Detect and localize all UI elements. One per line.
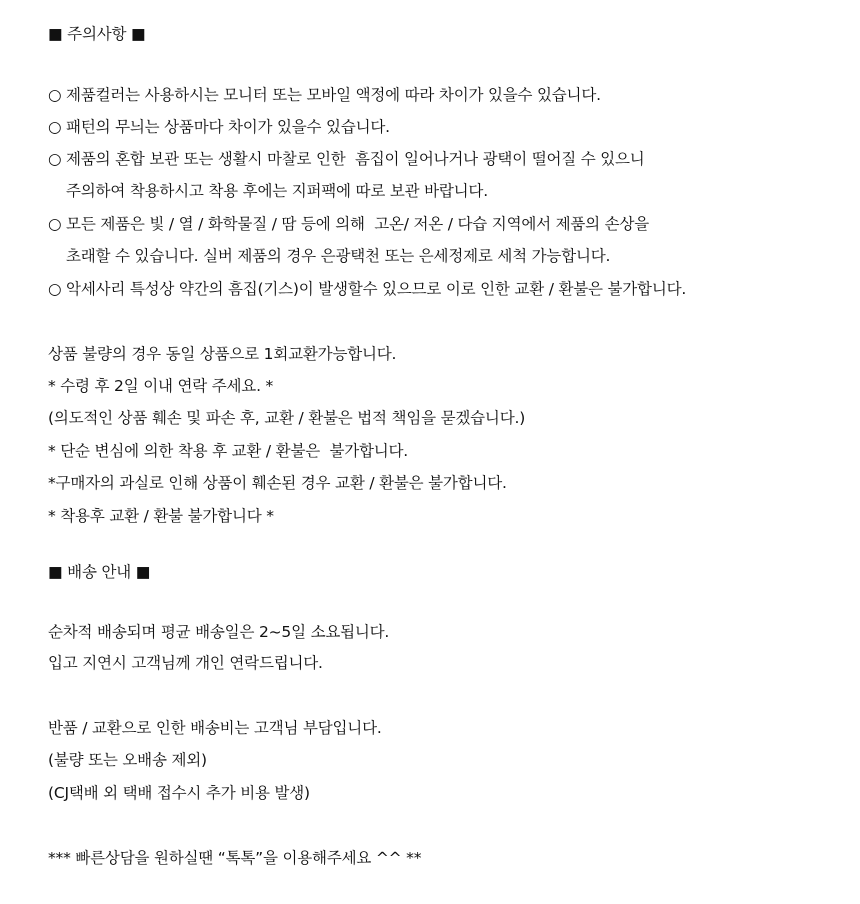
exchange-line: (의도적인 상품 훼손 및 파손 후, 교환 / 환불은 법적 책임을 묻겠습니다.): [48, 409, 526, 427]
exchange-line: 상품 불량의 경우 동일 상품으로 1회교환가능합니다.: [48, 345, 397, 363]
caution-item: ○ 패턴의 무늬는 상품마다 차이가 있을수 있습니다.: [48, 118, 390, 136]
exchange-line: * 수령 후 2일 이내 연락 주세요. *: [48, 377, 274, 395]
caution-item: ○ 악세사리 특성상 약간의 흠집(기스)이 발생할수 있으므로 이로 인한 교환 / 환불은 불가합니다.: [48, 280, 687, 298]
shipping-line: (불량 또는 오배송 제외): [48, 751, 207, 769]
caution-item-continuation: 주의하여 착용하시고 착용 후에는 지퍼팩에 따로 보관 바랍니다.: [66, 182, 488, 200]
exchange-line: * 착용후 교환 / 환불 불가합니다 *: [48, 507, 274, 525]
contact-note: *** 빠른상담을 원하실땐 “톡톡”을 이용해주세요 ^^ **: [48, 849, 422, 867]
caution-item: ○ 제품컬러는 사용하시는 모니터 또는 모바일 액정에 따라 차이가 있을수 있습니다.: [48, 86, 601, 104]
exchange-line: * 단순 변심에 의한 착용 후 교환 / 환불은 불가합니다.: [48, 442, 409, 460]
shipping-line: 순차적 배송되며 평균 배송일은 2~5일 소요됩니다.: [48, 623, 390, 641]
caution-heading: ■ 주의사항 ■: [48, 25, 146, 43]
caution-item: ○ 모든 제품은 빛 / 열 / 화학물질 / 땀 등에 의해 고온/ 저온 / 다습 지역에서 제품의 손상을: [48, 215, 649, 233]
shipping-line: 반품 / 교환으로 인한 배송비는 고객님 부담입니다.: [48, 719, 382, 737]
caution-item: ○ 제품의 혼합 보관 또는 생활시 마찰로 인한 흠집이 일어나거나 광택이 떨어질 수 있으니: [48, 150, 645, 168]
shipping-line: (CJ택배 외 택배 접수시 추가 비용 발생): [48, 784, 310, 802]
caution-item-continuation: 초래할 수 있습니다. 실버 제품의 경우 은광택천 또는 은세정제로 세척 가능합니다.: [66, 247, 611, 265]
shipping-line: 입고 지연시 고객님께 개인 연락드립니다.: [48, 654, 323, 672]
exchange-line: *구매자의 과실로 인해 상품이 훼손된 경우 교환 / 환불은 불가합니다.: [48, 474, 507, 492]
shipping-heading: ■ 배송 안내 ■: [48, 563, 151, 581]
